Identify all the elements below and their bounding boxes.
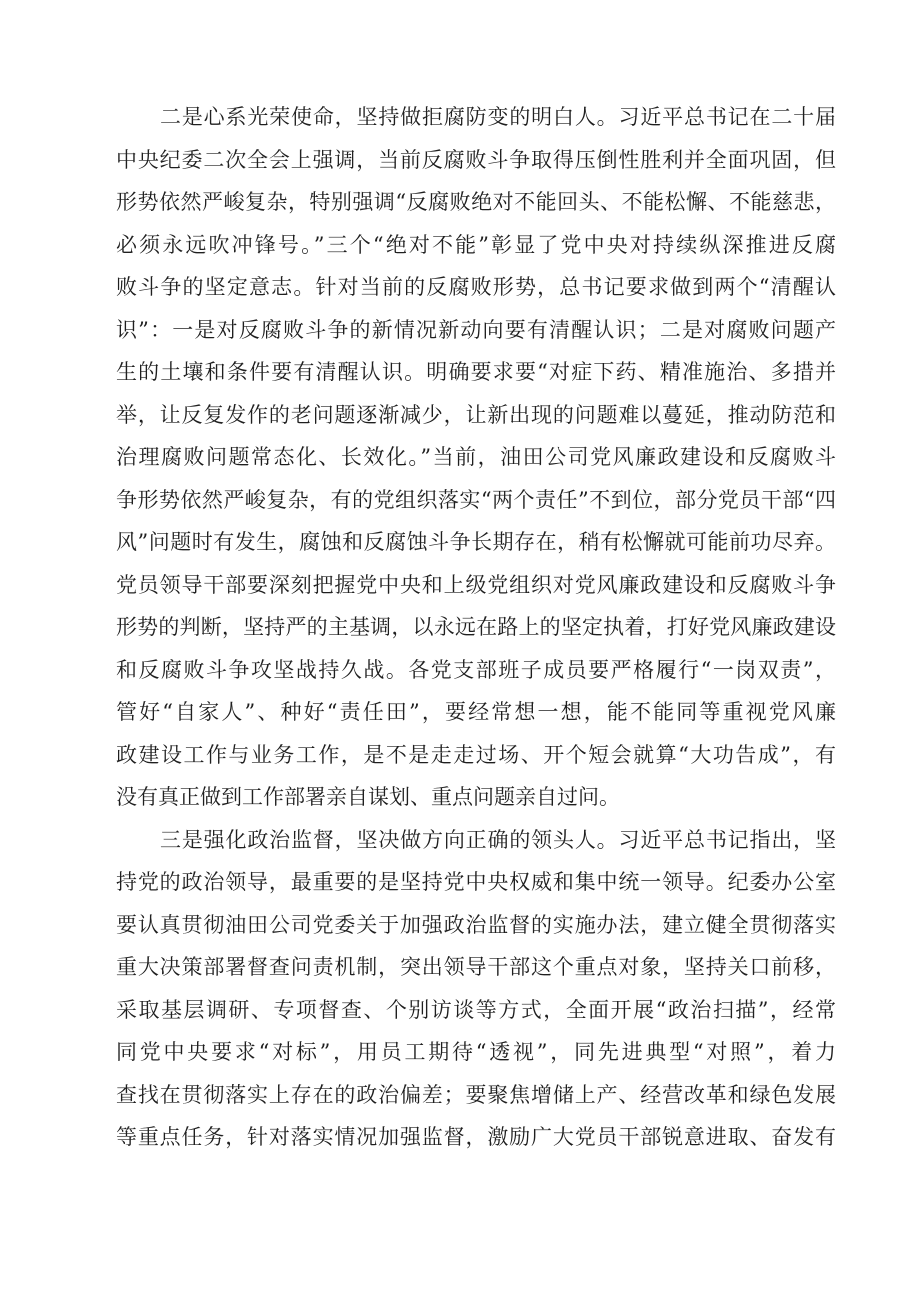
body-text (116, 96, 836, 1159)
paragraph-line: 风”问题时有发生，腐蚀和反腐蚀斗争长期存在，稍有松懈就可能前功尽弃。 (116, 530, 836, 554)
paragraph-1 (116, 96, 836, 819)
paragraph-line: 管好“自家人”、种好“责任田”，要经常想一想，能不能同等重视党风廉 (116, 700, 836, 724)
paragraph-line: 和反腐败斗争攻坚战持久战。各党支部班子成员要严格履行“一岗双责”， (116, 657, 836, 682)
paragraph-line: 采取基层调研、专项督查、个别访谈等方式，全面开展“政治扫描”，经常 (116, 997, 836, 1022)
paragraph-line: 形势的判断，坚持严的主基调，以永远在路上的坚定执着，打好党风廉政建设 (116, 615, 836, 639)
paragraph-line: 重大决策部署督查问责机制，突出领导干部这个重点对象，坚持关口前移， (116, 955, 836, 979)
paragraph-line: 识”：一是对反腐败斗争的新情况新动向要有清醒认识；二是对腐败问题产 (116, 317, 836, 342)
paragraph-line: 必须永远吹冲锋号。”三个“绝对不能”彰显了党中央对持续纵深推进反腐 (116, 232, 836, 257)
paragraph-line: 形势依然严峻复杂，特别强调“反腐败绝对不能回头、不能松懈、不能慈悲， (116, 190, 836, 214)
paragraph-line: 要认真贯彻油田公司党委关于加强政治监督的实施办法，建立健全贯彻落实 (116, 912, 836, 937)
paragraph-line: 生的土壤和条件要有清醒认识。明确要求要“对症下药、精准施治、多措并 (116, 360, 836, 384)
paragraph-line: 政建设工作与业务工作，是不是走走过场、开个短会就算“大功告成”，有 (116, 742, 836, 767)
paragraph-line: 等重点任务，针对落实情况加强监督，激励广大党员干部锐意进取、奋发有 (116, 1125, 836, 1149)
paragraph-line: 中央纪委二次全会上强调，当前反腐败斗争取得压倒性胜利并全面巩固，但 (116, 147, 836, 172)
paragraph-line: 查找在贯彻落实上存在的政治偏差；要聚焦增储上产、经营改革和绿色发展 (116, 1082, 836, 1107)
paragraph-line: 败斗争的坚定意志。针对当前的反腐败形势，总书记要求做到两个“清醒认 (116, 275, 836, 299)
paragraph-line: 党员领导干部要深刻把握党中央和上级党组织对党风廉政建设和反腐败斗争 (116, 572, 836, 597)
paragraph-line: 争形势依然严峻复杂，有的党组织落实“两个责任”不到位，部分党员干部“四 (116, 487, 836, 512)
paragraph-line: 二是心系光荣使命，坚持做拒腐防变的明白人。习近平总书记在二十届 (160, 105, 836, 129)
paragraph-line: 治理腐败问题常态化、长效化。”当前，油田公司党风廉政建设和反腐败斗 (116, 445, 836, 469)
paragraph-line: 没有真正做到工作部署亲自谋划、重点问题亲自过问。 (116, 785, 620, 809)
paragraph-line: 同党中央要求“对标”，用员工期待“透视”，同先进典型“对照”，着力 (116, 1040, 836, 1064)
paragraph-2 (116, 819, 836, 1159)
paragraph-line: 三是强化政治监督，坚决做方向正确的领头人。习近平总书记指出，坚 (160, 827, 836, 852)
paragraph-line: 举，让反复发作的老问题逐渐减少，让新出现的问题难以蔓延，推动防范和 (116, 402, 836, 427)
paragraph-line: 持党的政治领导，最重要的是坚持党中央权威和集中统一领导。纪委办公室 (116, 870, 836, 894)
